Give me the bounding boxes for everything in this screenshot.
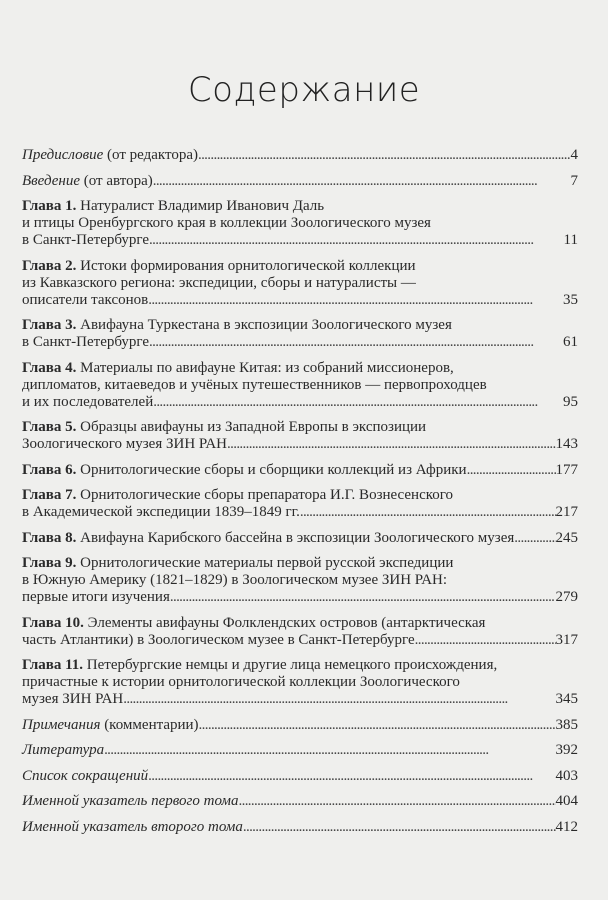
dot-leader [514, 530, 555, 547]
toc-entry-text [22, 232, 149, 249]
toc-entry-line [22, 589, 578, 606]
toc-entry-line-text: в Санкт-Петербурге [22, 232, 150, 248]
toc-entry-text [22, 360, 454, 376]
toc-entry-line-text: Орнитологические сборы препаратора И.Г. Вознесенского [76, 487, 454, 503]
toc-entry[interactable] [22, 173, 578, 190]
toc-entry-line-text: Авифауна Туркестана в экспозиции Зоологического музея [76, 317, 452, 333]
toc-entry[interactable] [22, 198, 578, 249]
toc-entry[interactable] [22, 360, 578, 411]
toc-entry-text [22, 258, 416, 274]
page-number: 392 [555, 742, 578, 758]
toc-entry-line [22, 768, 578, 785]
table-of-contents [22, 147, 578, 844]
toc-entry-line-text: Орнитологические материалы первой русской экспедиции [76, 555, 454, 571]
toc-entry-line [22, 615, 578, 632]
toc-entry-line [22, 232, 578, 249]
toc-entry-line [22, 377, 578, 394]
dot-leader [300, 504, 556, 521]
toc-entry-prefix: Глава 4. [22, 359, 77, 376]
toc-entry-text [22, 436, 227, 453]
dot-leader [199, 717, 556, 734]
toc-entry[interactable] [22, 258, 578, 309]
toc-entry-line [22, 632, 578, 649]
toc-entry-prefix: Глава 1. [22, 198, 77, 214]
toc-entry-line [22, 215, 578, 232]
dot-leader [415, 632, 556, 649]
toc-entry-line [22, 555, 578, 572]
toc-entry[interactable] [22, 487, 578, 521]
toc-entry-line [22, 742, 578, 759]
toc-entry[interactable] [22, 419, 578, 453]
toc-entry-line [22, 394, 578, 411]
toc-entry-line-text: и их последователей [22, 393, 154, 410]
toc-entry-line [22, 419, 578, 436]
toc-entry-text [22, 198, 324, 214]
toc-entry-text [22, 657, 497, 673]
dot-leader [467, 462, 556, 479]
toc-entry-text [22, 717, 199, 734]
toc-entry-prefix: Глава 8. [22, 529, 77, 546]
page-number: 95 [563, 393, 578, 410]
toc-entry-line [22, 793, 578, 810]
dot-leader [239, 793, 556, 810]
toc-entry-line-text: (от автора) [80, 172, 153, 189]
toc-entry-line-text: из Кавказского региона: экспедиции, сборы и натуралисты — [22, 274, 416, 291]
toc-entry-text [22, 317, 452, 333]
toc-entry-text [22, 147, 198, 164]
toc-entry-text [22, 793, 239, 810]
toc-entry-line-text: часть Атлантики) в Зоологическом музее в Санкт-Петербурге [22, 631, 415, 648]
toc-entry-line-text: первые итоги изучения [22, 589, 170, 605]
toc-entry[interactable] [22, 657, 578, 708]
toc-entry-text [22, 691, 123, 708]
toc-entry-line [22, 691, 578, 708]
toc-entry-prefix: Глава 3. [22, 317, 77, 333]
toc-entry-line-text: в Южную Америку (1821–1829) в Зоологическом музее ЗИН РАН: [22, 572, 448, 588]
page-number: 412 [555, 818, 578, 835]
toc-entry-prefix: Глава 11. [22, 657, 84, 673]
page-number: 317 [555, 631, 578, 648]
toc-entry-line-text: Истоки формирования орнитологической коллекции [76, 257, 416, 274]
toc-entry-prefix: Примечания [22, 716, 101, 733]
toc-entry[interactable] [22, 793, 578, 810]
toc-entry-prefix: Глава 2. [22, 257, 77, 274]
page-number: 177 [555, 461, 578, 478]
toc-entry-line-text: Материалы по авифауне Китая: из собраний миссионеров, [76, 359, 454, 376]
page-number: 143 [555, 436, 578, 452]
toc-entry-text [22, 819, 243, 836]
page-number: 279 [555, 589, 578, 605]
page-title: Содержание [187, 70, 421, 110]
page-number: 61 [563, 334, 578, 350]
toc-entry-text [22, 419, 426, 435]
page-number: 35 [563, 291, 578, 308]
toc-entry-line-text: Натуралист Владимир Иванович Даль [76, 198, 325, 214]
toc-entry-prefix: Предисловие [22, 147, 104, 163]
toc-entry-line-text: причастные к истории орнитологической коллекции Зоологического [22, 674, 460, 690]
toc-entry-text [22, 768, 148, 785]
toc-entry-line-text: Элементы авифауны Фолклендских островов (антарктическая [83, 614, 486, 631]
toc-entry-prefix: Глава 9. [22, 555, 77, 571]
toc-entry-text [22, 394, 153, 411]
toc-entry-line [22, 436, 578, 453]
toc-entry-prefix: Глава 5. [22, 419, 77, 435]
toc-entry-line [22, 717, 578, 734]
toc-entry-line-text: (от редактора) [103, 147, 198, 163]
toc-entry-line [22, 198, 578, 215]
page-number: 404 [555, 793, 578, 809]
toc-entry-line [22, 819, 578, 836]
toc-entry-line-text: Зоологического музея ЗИН РАН [22, 436, 228, 452]
toc-entry[interactable] [22, 615, 578, 649]
toc-entry-line [22, 147, 578, 164]
dot-leader [149, 232, 564, 249]
toc-entry-text [22, 173, 153, 190]
page-number: 4 [570, 147, 578, 163]
toc-entry-text [22, 555, 453, 571]
page-number: 385 [555, 716, 578, 733]
toc-entry-line [22, 317, 578, 334]
toc-entry-prefix: Глава 7. [22, 487, 77, 503]
toc-entry[interactable] [22, 819, 578, 836]
page-number: 403 [555, 767, 578, 784]
page-number: 345 [555, 691, 578, 707]
toc-entry-line-text: музея ЗИН РАН [22, 691, 124, 707]
page-number: 217 [555, 504, 578, 520]
toc-entry[interactable] [22, 717, 578, 734]
dot-leader [243, 819, 556, 836]
dot-leader [198, 147, 571, 164]
toc-entry-line-text: Петербургские немцы и другие лица немецкого происхождения, [83, 657, 498, 673]
page-number: 245 [555, 529, 578, 546]
toc-entry-text [22, 572, 447, 588]
toc-entry[interactable] [22, 555, 578, 606]
toc-entry-line-text: в Академической экспедиции 1839–1849 гг. [22, 504, 300, 520]
dot-leader [153, 394, 563, 411]
toc-entry[interactable] [22, 317, 578, 351]
toc-entry-line-text: описатели таксонов [22, 291, 149, 308]
toc-entry-text [22, 334, 149, 351]
toc-entry-line [22, 275, 578, 292]
toc-entry-text [22, 504, 300, 521]
toc-entry-text [22, 487, 453, 503]
dot-leader [149, 334, 563, 351]
toc-entry-text [22, 377, 487, 393]
page-number: 7 [570, 172, 578, 189]
toc-entry-line [22, 258, 578, 275]
toc-entry-line [22, 674, 578, 691]
dot-leader [153, 173, 571, 190]
toc-entry-text [22, 589, 170, 606]
toc-entry-line-text: и птицы Оренбургского края в коллекции Зоологического музея [22, 215, 431, 231]
dot-leader [148, 768, 555, 785]
toc-entry[interactable] [22, 462, 578, 479]
toc-entry-line [22, 360, 578, 377]
toc-entry-line [22, 462, 578, 479]
toc-entry-line-text: Образцы авифауны из Западной Европы в экспозиции [76, 419, 427, 435]
toc-entry-prefix: Введение [22, 172, 80, 189]
toc-entry[interactable] [22, 147, 578, 164]
toc-entry-text [22, 615, 485, 631]
toc-entry-text [22, 742, 104, 759]
toc-entry[interactable] [22, 742, 578, 759]
dot-leader [148, 292, 563, 309]
toc-entry[interactable] [22, 530, 578, 547]
toc-entry-line [22, 504, 578, 521]
dot-leader [104, 742, 555, 759]
dot-leader [227, 436, 555, 453]
toc-entry-line [22, 657, 578, 674]
toc-entry-text [22, 530, 514, 547]
toc-entry-line-text: Орнитологические сборы и сборщики коллекций из Африки [76, 461, 467, 478]
toc-entry-line-text: дипломатов, китаеведов и учёных путешественников — первопроходцев [22, 376, 487, 393]
toc-entry-line [22, 334, 578, 351]
toc-entry-text [22, 292, 148, 309]
page-number: 11 [563, 232, 578, 248]
toc-entry-line [22, 487, 578, 504]
toc-entry-line [22, 530, 578, 547]
toc-entry-text [22, 462, 467, 479]
toc-entry-line [22, 292, 578, 309]
toc-entry-text [22, 674, 460, 690]
toc-entry-text [22, 275, 416, 291]
dot-leader [123, 691, 555, 708]
toc-entry-line [22, 572, 578, 589]
toc-entry-prefix: Список сокращений [22, 767, 149, 784]
toc-entry-prefix: Именной указатель второго тома [22, 818, 243, 835]
toc-entry-line [22, 173, 578, 190]
toc-entry-line-text: (комментарии) [100, 716, 199, 733]
toc-entry-line-text: Авифауна Карибского бассейна в экспозиции Зоологического музея [76, 529, 515, 546]
toc-entry-prefix: Именной указатель первого тома [22, 793, 239, 809]
toc-entry-line-text: в Санкт-Петербурге [22, 334, 150, 350]
toc-entry[interactable] [22, 768, 578, 785]
toc-entry-prefix: Литература [22, 742, 105, 758]
toc-entry-text [22, 632, 415, 649]
dot-leader [170, 589, 556, 606]
toc-entry-text [22, 215, 431, 231]
toc-entry-prefix: Глава 10. [22, 614, 84, 631]
toc-entry-prefix: Глава 6. [22, 461, 77, 478]
